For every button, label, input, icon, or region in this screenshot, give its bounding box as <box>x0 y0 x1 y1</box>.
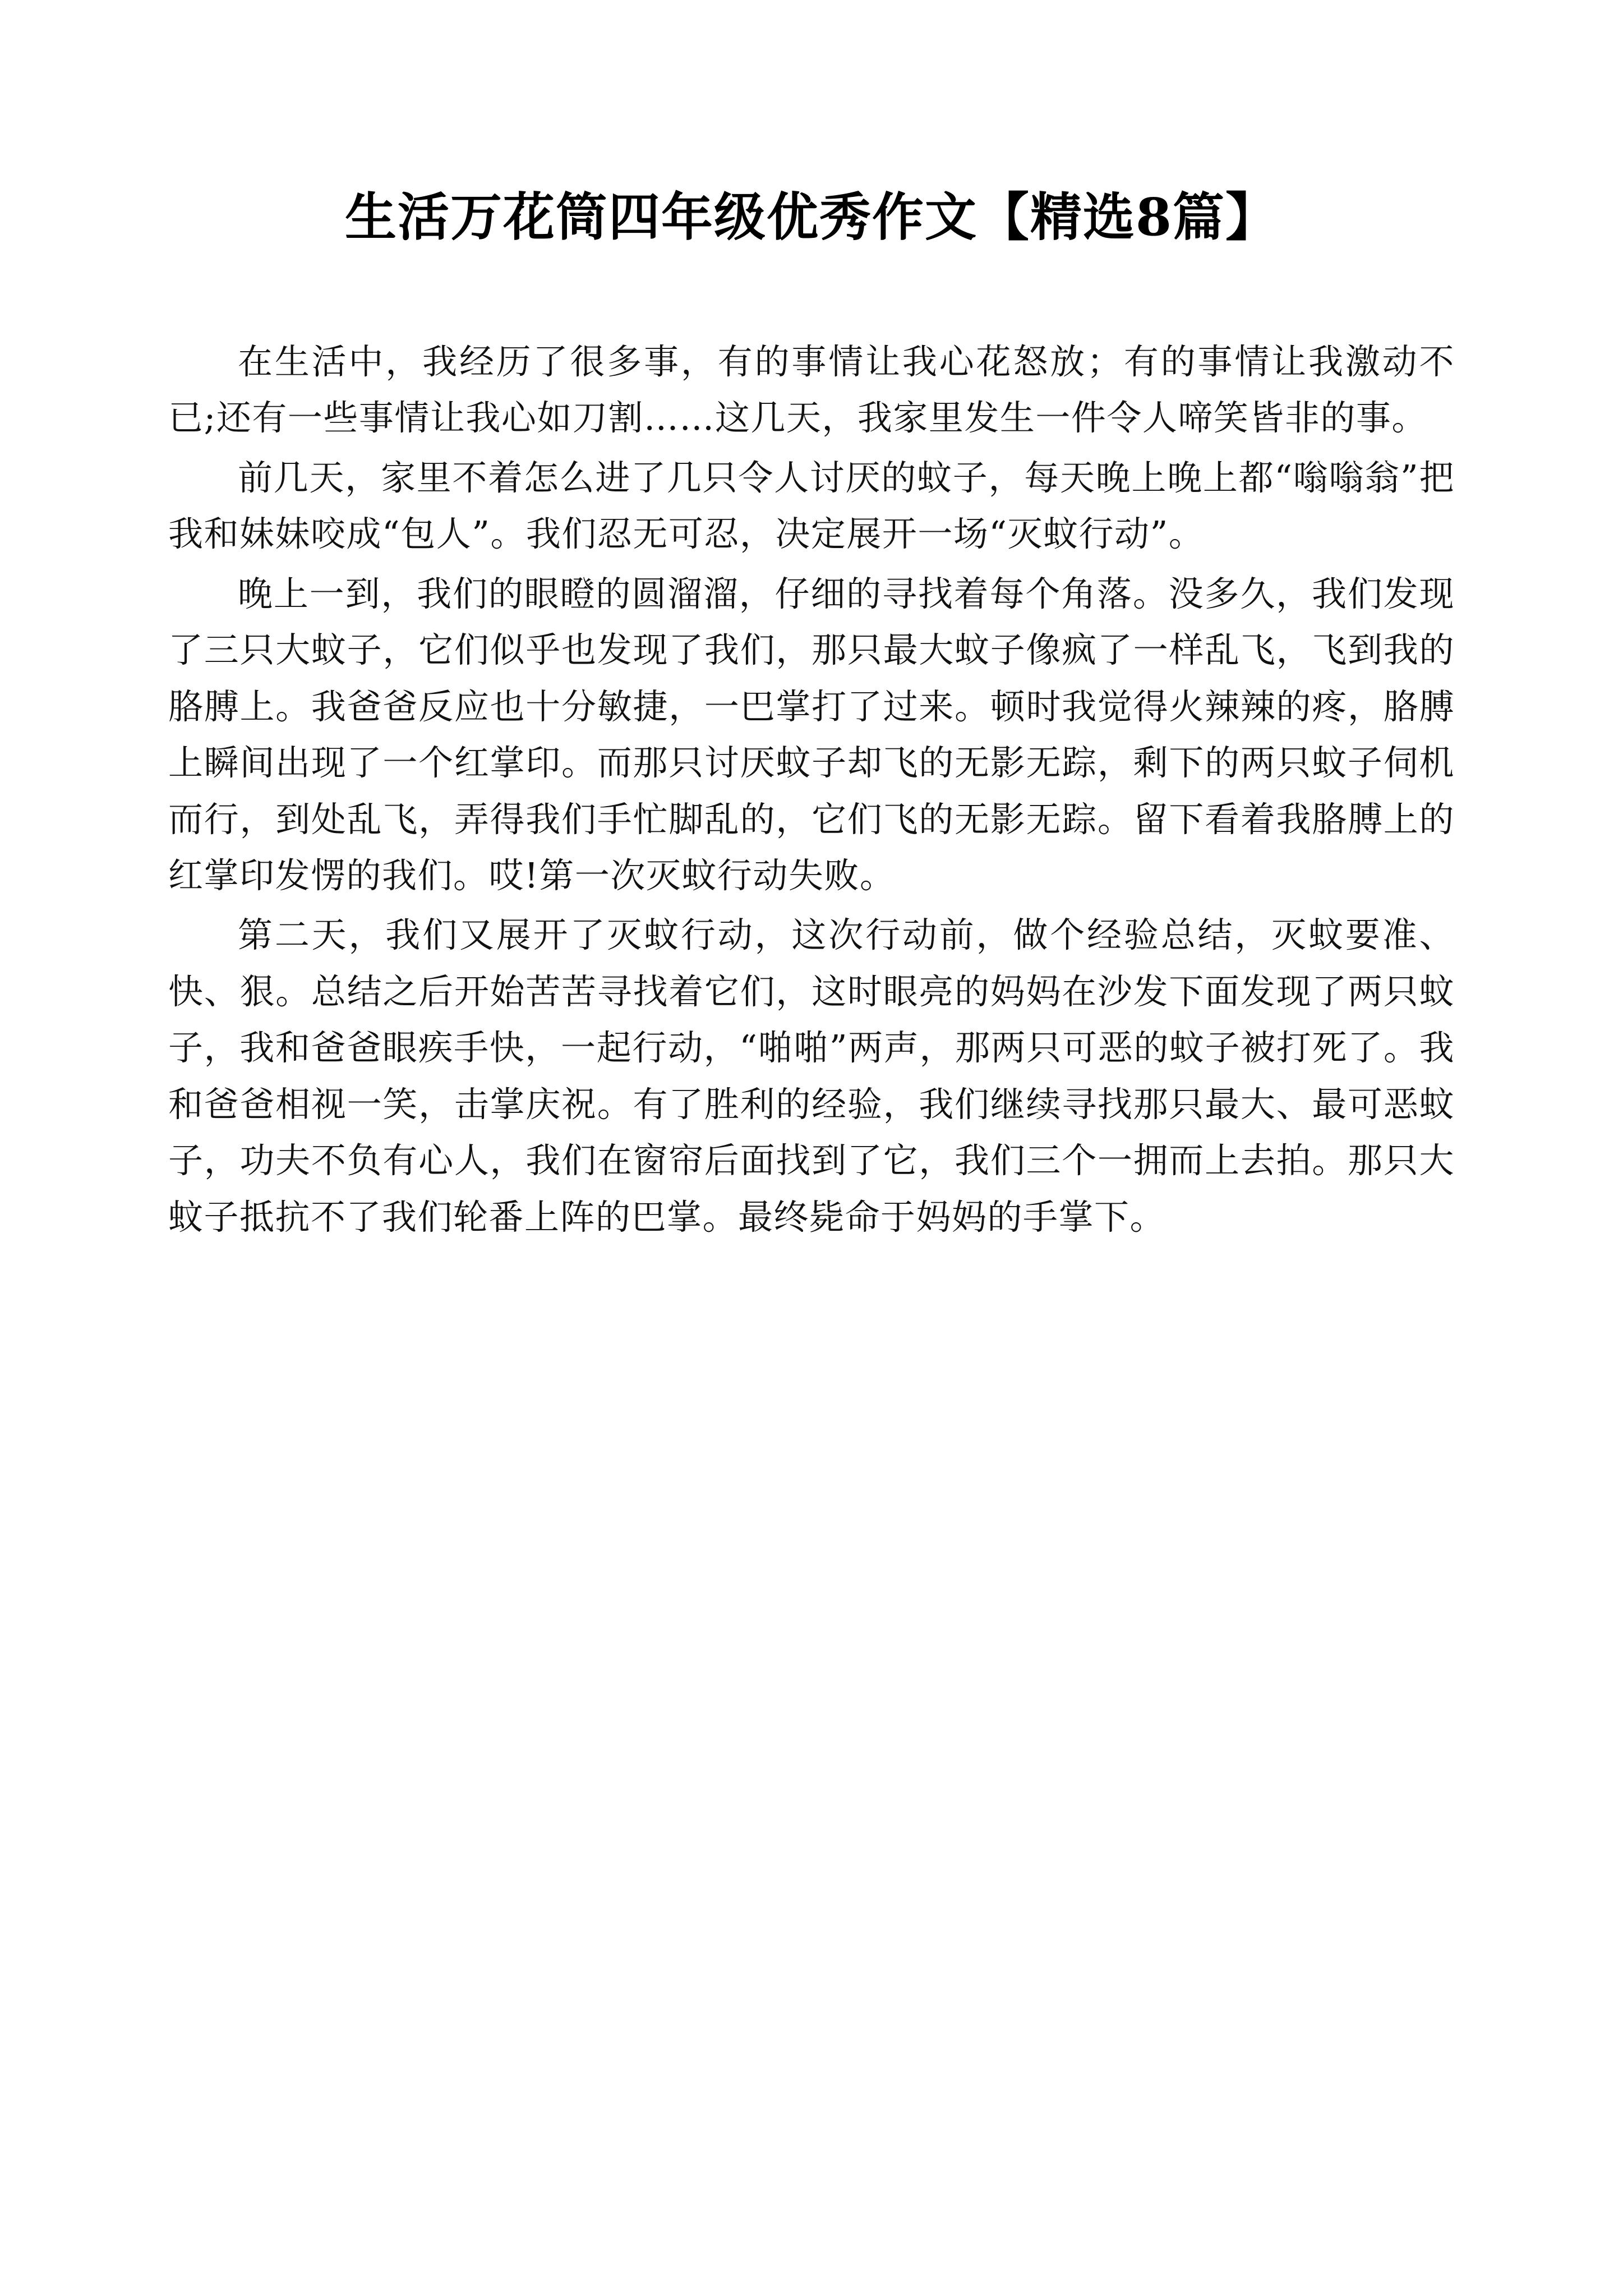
paragraph: 在生活中，我经历了很多事，有的事情让我心花怒放；有的事情让我激动不已;还有一些事情让我心如刀割……这几天，我家里发生一件令人啼笑皆非的事。 <box>168 341 1455 439</box>
paragraph: 晚上一到，我们的眼瞪的圆溜溜，仔细的寻找着每个角落。没多久，我们发现了三只大蚊子，它们似乎也发现了我们，那只最大蚊子像疯了一样乱飞，飞到我的胳膊上。我爸爸反应也十分敏捷，一巴掌打了过来。顿时我觉得火辣辣的疼，胳膊上瞬间出现了一个红掌印。而那只讨厌蚊子却飞的无影无踪，剩下的两只蚊子伺机而行，到处乱飞，弄得我们手忙脚乱的，它们飞的无影无踪。留下看着我胳膊上的红掌印发愣的我们。哎!第一次灭蚊行动失败。 <box>168 573 1455 896</box>
paragraph: 第二天，我们又展开了灭蚊行动，这次行动前，做个经验总结，灭蚊要准、快、狠。总结之后开始苦苦寻找着它们，这时眼亮的妈妈在沙发下面发现了两只蚊子，我和爸爸眼疾手快，一起行动，“啪啪”两声，那两只可恶的蚊子被打死了。我和爸爸相视一笑，击掌庆祝。有了胜利的经验，我们继续寻找那只最大、最可恶蚊子，功夫不负有心人，我们在窗帘后面找到了它，我们三个一拥而上去拍。那只大蚊子抵抗不了我们轮番上阵的巴掌。最终毙命于妈妈的手掌下。 <box>168 914 1455 1237</box>
document-body <box>168 334 1455 1245</box>
page-title: 生活万花筒四年级优秀作文【精选8篇】 <box>344 187 1278 247</box>
paragraph: 前几天，家里不着怎么进了几只令人讨厌的蚊子，每天晚上晚上都“嗡嗡翁”把我和妹妹咬成“包人”。我们忍无可忍，决定展开一场“灭蚊行动”。 <box>168 457 1455 555</box>
